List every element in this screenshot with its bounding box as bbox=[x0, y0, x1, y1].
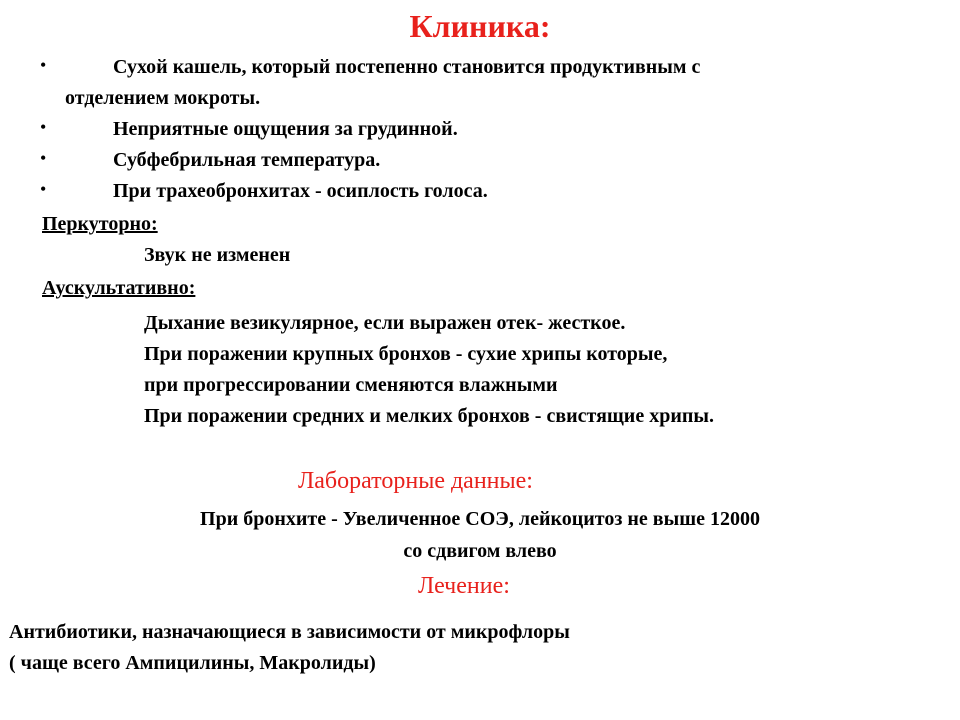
percussion-text: Звук не изменен bbox=[144, 244, 291, 266]
auscultation-line: Дыхание везикулярное, если выражен отек- жесткое. bbox=[144, 312, 626, 334]
bullet-text: При трахеобронхитах - осиплость голоса. bbox=[113, 180, 488, 202]
bullet-icon: • bbox=[40, 148, 47, 168]
treatment-heading: Лечение: bbox=[418, 573, 510, 599]
bullet-text-continuation: отделением мокроты. bbox=[65, 87, 261, 109]
lab-text-continuation: со сдвигом влево bbox=[403, 540, 557, 562]
lab-heading: Лабораторные данные: bbox=[298, 468, 533, 494]
bullet-icon: • bbox=[40, 117, 47, 137]
bullet-text: Сухой кашель, который постепенно становится продуктивным с bbox=[113, 56, 701, 78]
bullet-text: Неприятные ощущения за грудинной. bbox=[113, 118, 458, 140]
bullet-icon: • bbox=[40, 55, 47, 75]
treatment-text-continuation: ( чаще всего Ампицилины, Макролиды) bbox=[9, 652, 376, 674]
treatment-text: Антибиотики, назначающиеся в зависимости от микрофлоры bbox=[9, 621, 570, 643]
auscultation-heading: Аускультативно: bbox=[42, 277, 196, 299]
percussion-heading: Перкуторно: bbox=[42, 213, 158, 235]
lab-text: При бронхите - Увеличенное СОЭ, лейкоцитоз не выше 12000 bbox=[200, 508, 760, 530]
bullet-text: Субфебрильная температура. bbox=[113, 149, 381, 171]
auscultation-line: При поражении средних и мелких бронхов - свистящие хрипы. bbox=[144, 405, 714, 427]
slide-title: Клиника: bbox=[409, 8, 551, 44]
auscultation-line: при прогрессировании сменяются влажными bbox=[144, 374, 558, 396]
auscultation-line: При поражении крупных бронхов - сухие хрипы которые, bbox=[144, 343, 668, 365]
bullet-icon: • bbox=[40, 179, 47, 199]
